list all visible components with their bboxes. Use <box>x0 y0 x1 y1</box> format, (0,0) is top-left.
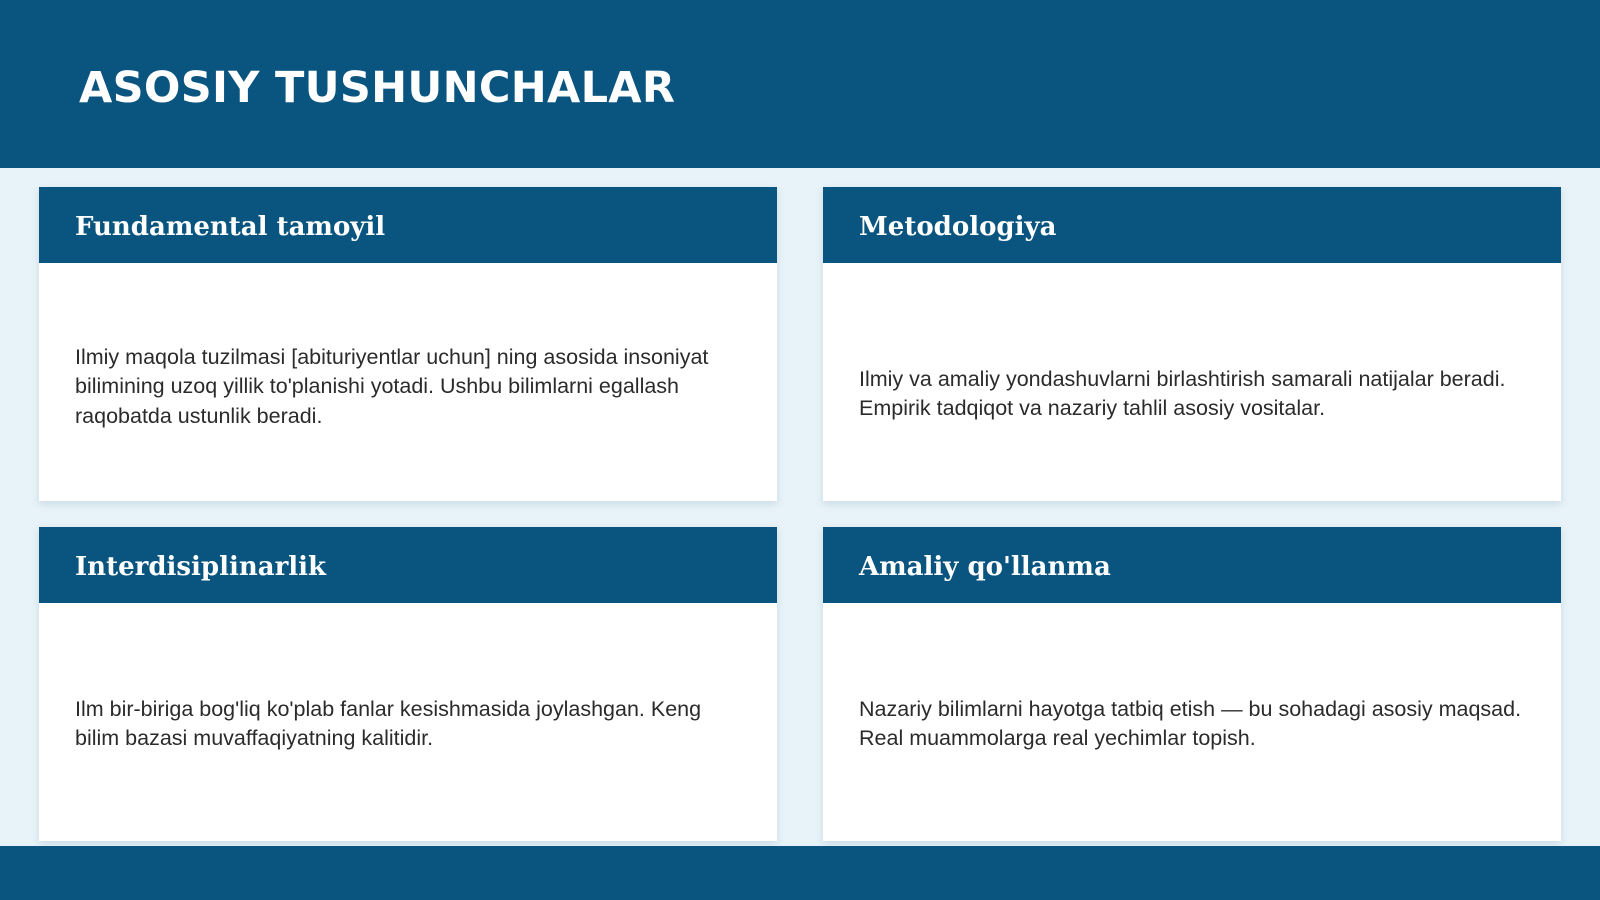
footer-bar <box>0 846 1600 900</box>
card-title: Interdisiplinarlik <box>75 552 327 582</box>
slide-title: ASOSIY TUSHUNCHALAR <box>79 63 676 113</box>
header-bar <box>0 0 1600 168</box>
card-text: Nazariy bilimlarni hayotga tatbiq etish — bu sohadagi asosiy maqsad. Real muammolarga real yechimlar topish. <box>859 696 1522 750</box>
card-header <box>39 527 777 603</box>
card-header <box>39 187 777 263</box>
card-fundamental <box>39 187 777 501</box>
card-text: Ilm bir-biriga bog'liq ko'plab fanlar kesishmasida joylashgan. Keng bilim bazasi muvaffaqiyatning kalitidir. <box>75 696 702 750</box>
card-methodology <box>823 187 1561 501</box>
card-body <box>859 263 1525 501</box>
card-text: Ilmiy maqola tuzilmasi [abituriyentlar uchun] ning asosida insoniyat bilimining uzoq yillik to'planishi yotadi. Ushbu bilimlarni egallash raqobatda ustunlik beradi. <box>75 344 709 428</box>
card-header <box>823 187 1561 263</box>
card-title: Amaliy qo'llanma <box>859 552 1111 582</box>
card-body <box>75 603 741 841</box>
card-header <box>823 527 1561 603</box>
card-practical-guide <box>823 527 1561 841</box>
card-title: Metodologiya <box>859 212 1057 242</box>
card-body <box>75 263 741 501</box>
card-interdisciplinary <box>39 527 777 841</box>
card-text: Ilmiy va amaliy yondashuvlarni birlashtirish samarali natijalar beradi. Empirik tadqiqot va nazariy tahlil asosiy vositalar. <box>859 366 1506 420</box>
card-body <box>859 603 1525 841</box>
card-title: Fundamental tamoyil <box>75 212 386 242</box>
